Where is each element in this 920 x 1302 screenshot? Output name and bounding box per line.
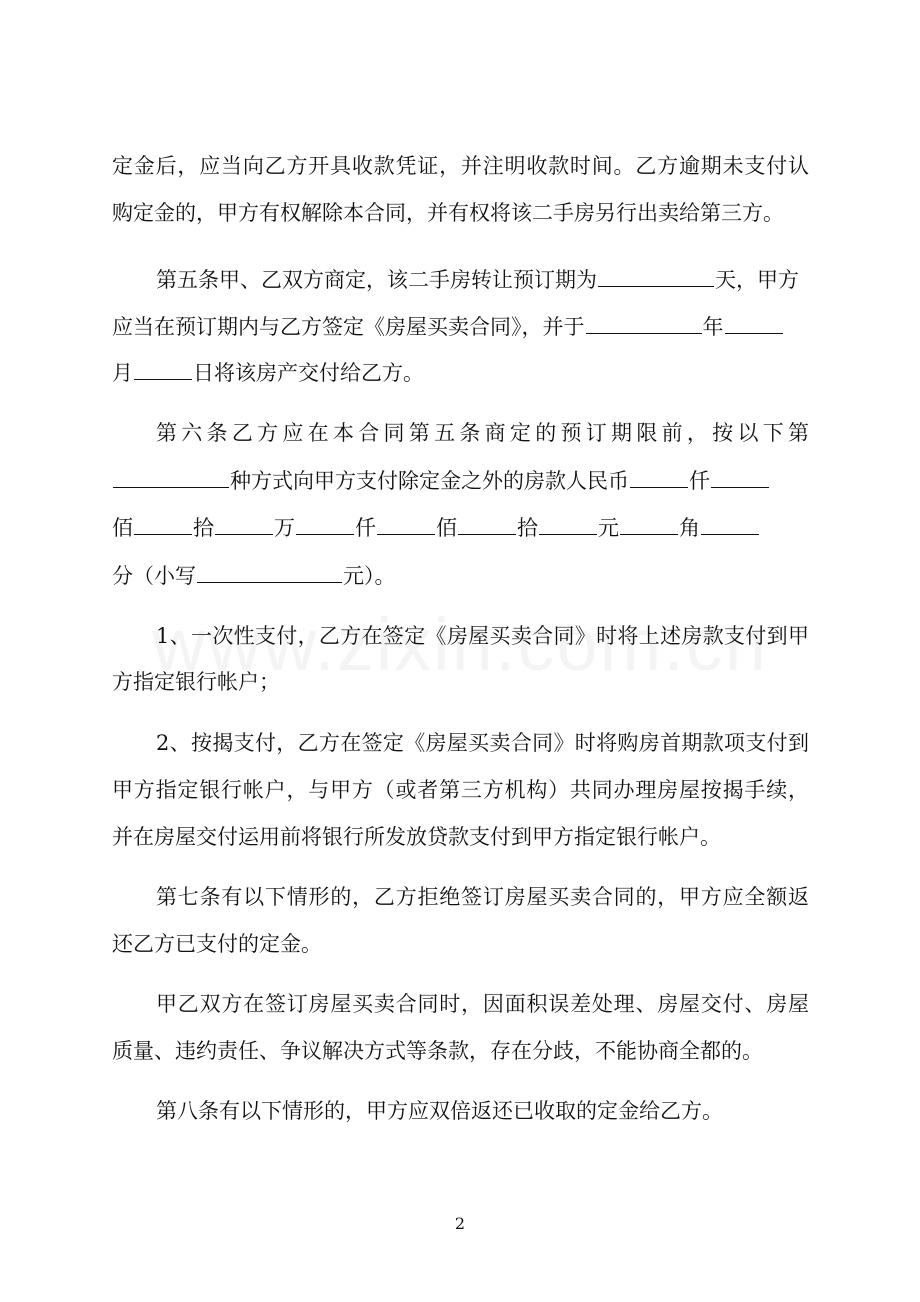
blank-amount[interactable] [215,513,273,535]
paragraph-2-line-3 [112,353,424,393]
article-6-text: 元）。 [343,564,396,588]
paragraph-7-line-2: 质量、违约责任、争议解决方式等条款，存在分歧，不能协商全都的。 [112,1039,763,1063]
unit-label: 拾 [517,516,538,540]
article-5-text: 天，甲方 [715,268,799,292]
paragraph-8-line-1: 第八条有以下情形的，甲方应双倍返还已收取的定金给乙方。 [156,1099,723,1123]
blank-amount-wan-qian[interactable] [630,466,688,488]
unit-label: 佰 [112,516,133,540]
blank-delivery-month[interactable] [725,312,783,334]
blank-presale-days[interactable] [598,265,714,287]
paragraph-3-line-3 [112,508,760,548]
blank-amount[interactable] [539,513,597,535]
paragraph-3-line-2 [112,461,770,501]
article-6-text: 分（小写 [112,564,196,588]
paragraph-7-line-1: 甲乙双方在签订房屋买卖合同时，因面积误差处理、房屋交付、房屋 [156,992,809,1016]
page-number: 2 [454,1214,466,1233]
paragraph-3-line-1: 第六条乙方应在本合同第五条商定的预订期限前，按以下第 [156,421,809,445]
blank-amount-wan-bai[interactable] [711,466,769,488]
article-5-text: 月 [112,361,133,385]
blank-payment-method[interactable] [113,466,229,488]
paragraph-6-line-2: 还乙方已支付的定金。 [112,932,322,956]
article-6-text: 种方式向甲方支付除定金之外的房款人民币 [230,469,629,493]
blank-amount[interactable] [296,513,354,535]
paragraph-6-line-1: 第七条有以下情形的，乙方拒绝签订房屋买卖合同的，甲方应全额返 [156,885,809,909]
blank-amount[interactable] [458,513,516,535]
paragraph-4-line-1: 1、一次性支付，乙方在签定《房屋买卖合同》时将上述房款支付到甲 [156,624,809,648]
paragraph-1-line-1: 定金后，应当向乙方开具收款凭证，并注明收款时间。乙方逾期未支付认 [112,154,809,178]
article-6-text: 仟 [689,469,710,493]
blank-amount-numeric[interactable] [197,561,342,583]
blank-amount[interactable] [701,513,759,535]
unit-label: 佰 [436,516,457,540]
paragraph-3-line-4 [112,556,396,596]
blank-amount[interactable] [377,513,435,535]
unit-label: 元 [598,516,619,540]
unit-label: 拾 [193,516,214,540]
article-5-text: 应当在预订期内与乙方签定《房屋买卖合同》，并于 [112,315,585,339]
paragraph-1-line-2: 购定金的，甲方有权解除本合同，并有权将该二手房另行出卖给第三方。 [112,201,784,225]
blank-amount[interactable] [620,513,678,535]
paragraph-4-line-2: 方指定银行帐户； [112,670,280,694]
blank-delivery-day[interactable] [134,358,192,380]
paragraph-2-line-1 [156,260,799,300]
paragraph-2-line-2 [112,307,784,347]
paragraph-5-line-3: 并在房屋交付运用前将银行所发放贷款支付到甲方指定银行帐户。 [112,825,721,849]
article-5-text: 年 [702,315,724,339]
article-5-text: 第五条甲、乙双方商定，该二手房转让预订期为 [156,268,597,292]
blank-amount[interactable] [134,513,192,535]
unit-label: 角 [679,516,700,540]
unit-label: 万 [274,516,295,540]
blank-delivery-year[interactable] [586,312,702,334]
paragraph-5-line-2: 甲方指定银行帐户，与甲方（或者第三方机构）共同办理房屋按揭手续， [112,778,809,802]
unit-label: 仟 [355,516,376,540]
article-5-text: 日将该房产交付给乙方。 [193,361,424,385]
paragraph-5-line-1: 2、按揭支付，乙方在签定《房屋买卖合同》时将购房首期款项支付到 [156,731,809,755]
